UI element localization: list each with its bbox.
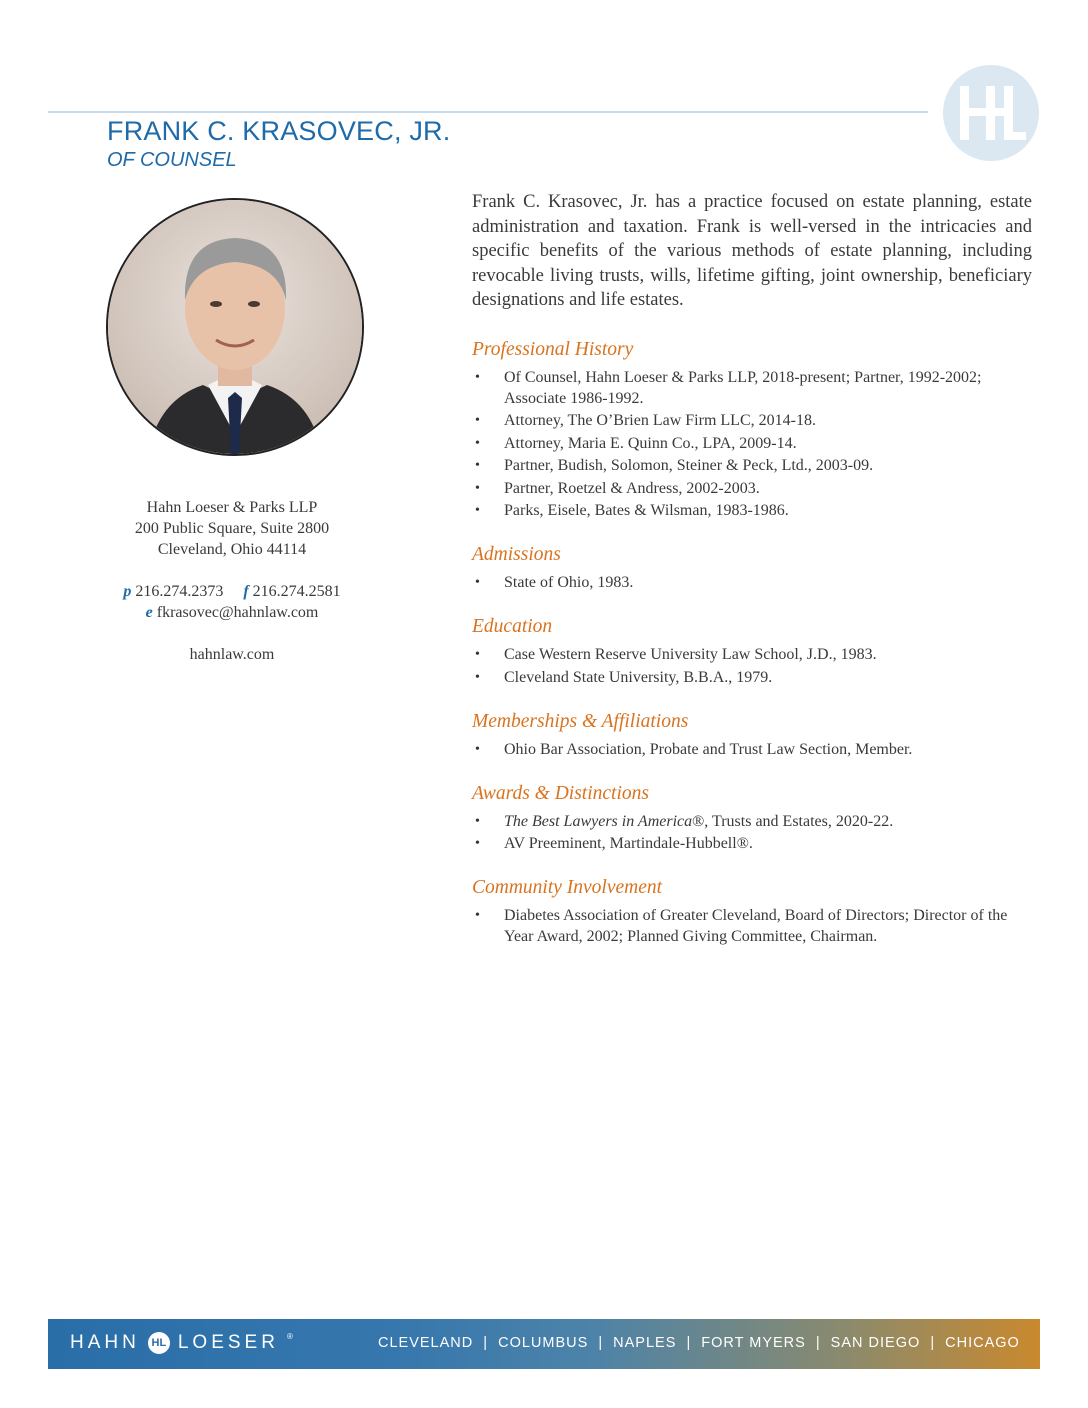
email-label: e (145, 604, 153, 621)
contact-block (100, 497, 364, 665)
list-item: • Diabetes Association of Greater Cleveland, Board of Directors; Director of the Year Award, 2002; Planned Giving Committee, Chairman. (472, 905, 1032, 947)
address-line-1: 200 Public Square, Suite 2800 (134, 520, 330, 537)
fax-label: f (243, 583, 249, 600)
list-item: • Cleveland State University, B.B.A., 1979. (472, 667, 1032, 688)
footer-brand (70, 1332, 293, 1354)
brand-word-left: HAHN (70, 1332, 140, 1353)
professional-history-heading: Professional History (472, 338, 634, 360)
professional-history-list (472, 367, 1032, 522)
award-detail: ®, Trusts and Estates, 2020-22. (692, 812, 894, 830)
list-item (472, 811, 1032, 832)
list-item: • Attorney, Maria E. Quinn Co., LPA, 2009-14. (472, 433, 1032, 454)
attorney-title: OF COUNSEL (107, 149, 237, 171)
address-line-2: Cleveland, Ohio 44114 (157, 541, 307, 558)
admissions-list (472, 572, 1032, 593)
memberships-list (472, 739, 1032, 760)
community-heading: Community Involvement (472, 877, 663, 898)
brand-word-right: LOESER (177, 1332, 279, 1353)
headshot-photo (106, 198, 364, 456)
website-link[interactable]: hahnlaw.com (189, 646, 275, 663)
brand-mark-icon: HL (148, 1332, 170, 1354)
education-heading: Education (472, 616, 553, 637)
email-line (100, 602, 364, 623)
firm-name: Hahn Loeser & Parks LLP (146, 499, 318, 516)
brand-registered: ® (286, 1332, 293, 1341)
list-item: • Attorney, The O’Brien Law Firm LLC, 2014-18. (472, 410, 1032, 431)
awards-heading: Awards & Distinctions (472, 782, 649, 804)
phone-fax-line (100, 581, 364, 602)
footer-banner (48, 1319, 1040, 1369)
admissions-heading: Admissions (472, 544, 561, 565)
bio-paragraph: Frank C. Krasovec, Jr. has a practice focused on estate planning, estate administration and taxation. Frank is well-versed in the intricacies and specific benefits of the various methods of estate planning, including revocable living trusts, wills, lifetime gifting, joint ownership, beneficiary designations and life estates. (472, 192, 1032, 310)
email-link[interactable]: fkrasovec@hahnlaw.com (156, 604, 319, 621)
award-publication: The Best Lawyers in America (504, 812, 693, 830)
awards-list (472, 811, 1032, 855)
header-rule (48, 111, 928, 113)
list-item: • State of Ohio, 1983. (472, 572, 1032, 593)
phone-label: p (123, 583, 132, 600)
list-item: • AV Preeminent, Martindale-Hubbell®. (472, 833, 1032, 854)
list-item: • Partner, Budish, Solomon, Steiner & Peck, Ltd., 2003-09. (472, 455, 1032, 476)
memberships-heading: Memberships & Affiliations (472, 710, 689, 732)
firm-logo-mark (942, 64, 1040, 162)
community-list (472, 905, 1032, 947)
list-item: • Of Counsel, Hahn Loeser & Parks LLP, 2018-present; Partner, 1992-2002; Associate 1986-1992. (472, 367, 1032, 409)
education-list (472, 644, 1032, 688)
fax-number: 216.274.2581 (252, 583, 341, 600)
list-item: • Ohio Bar Association, Probate and Trust Law Section, Member. (472, 739, 1032, 760)
attorney-name: FRANK C. KRASOVEC, JR. (107, 116, 451, 146)
list-item: • Partner, Roetzel & Andress, 2002-2003. (472, 478, 1032, 499)
list-item: • Parks, Eisele, Bates & Wilsman, 1983-1986. (472, 500, 1032, 521)
office-cities: CLEVELAND | COLUMBUS | NAPLES | FORT MYERS | SAN DIEGO | CHICAGO (378, 1335, 1020, 1351)
list-item: • Case Western Reserve University Law School, J.D., 1983. (472, 644, 1032, 665)
main-content (472, 190, 1032, 969)
phone-number[interactable]: 216.274.2373 (135, 583, 224, 600)
